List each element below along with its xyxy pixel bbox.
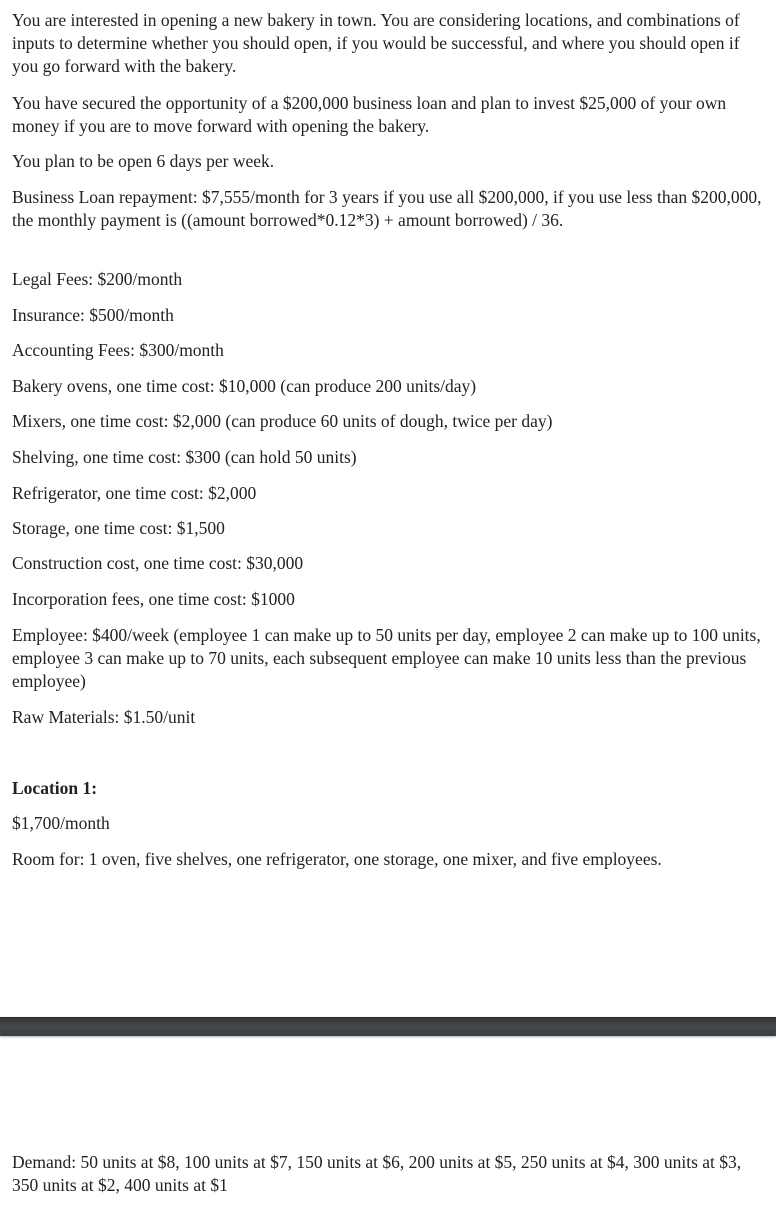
demand-paragraph: Demand: 50 units at $8, 100 units at $7, 150 units at $6, 200 units at $5, 250 units at $4, 300 units at $3, 350 units at $2, 400 units at $1: [12, 1152, 742, 1195]
ovens-line: Bakery ovens, one time cost: $10,000 (can produce 200 units/day): [12, 376, 477, 396]
accounting-fees-line: Accounting Fees: $300/month: [12, 340, 224, 360]
refrigerator-line: Refrigerator, one time cost: $2,000: [12, 483, 257, 503]
insurance-line: Insurance: $500/month: [12, 305, 174, 325]
shelving-line: Shelving, one time cost: $300 (can hold 50 units): [12, 447, 357, 467]
schedule-paragraph: You plan to be open 6 days per week.: [12, 151, 275, 171]
employee-paragraph: Employee: $400/week (employee 1 can make up to 50 units per day, employee 2 can make up to 100 units, employee 3 can make up to 70 units, each subsequent employee can make 10 units less than the previous employee): [12, 625, 761, 691]
storage-line: Storage, one time cost: $1,500: [12, 518, 225, 538]
location1-room: Room for: 1 oven, five shelves, one refrigerator, one storage, one mixer, and five employees.: [12, 849, 662, 869]
raw-materials-line: Raw Materials: $1.50/unit: [12, 707, 196, 727]
loan-paragraph: Business Loan repayment: $7,555/month for 3 years if you use all $200,000, if you use less than $200,000, the monthly payment is ((amount borrowed*0.12*3) + amount borrowed) / 36.: [12, 187, 762, 230]
page-divider-bar: [0, 1017, 776, 1036]
intro-paragraph: You are interested in opening a new bakery in town. You are considering locations, and combinations of inputs to determine whether you should open, if you would be successful, and where you should open if you go forward with the bakery.: [12, 10, 740, 76]
construction-line: Construction cost, one time cost: $30,000: [12, 553, 304, 573]
location1-rent: $1,700/month: [12, 813, 110, 833]
funding-paragraph: You have secured the opportunity of a $200,000 business loan and plan to invest $25,000 of your own money if you are to move forward with opening the bakery.: [12, 93, 727, 136]
incorporation-line: Incorporation fees, one time cost: $1000: [12, 589, 295, 609]
mixers-line: Mixers, one time cost: $2,000 (can produce 60 units of dough, twice per day): [12, 411, 553, 431]
legal-fees-line: Legal Fees: $200/month: [12, 269, 183, 289]
location1-heading: Location 1:: [12, 778, 98, 798]
